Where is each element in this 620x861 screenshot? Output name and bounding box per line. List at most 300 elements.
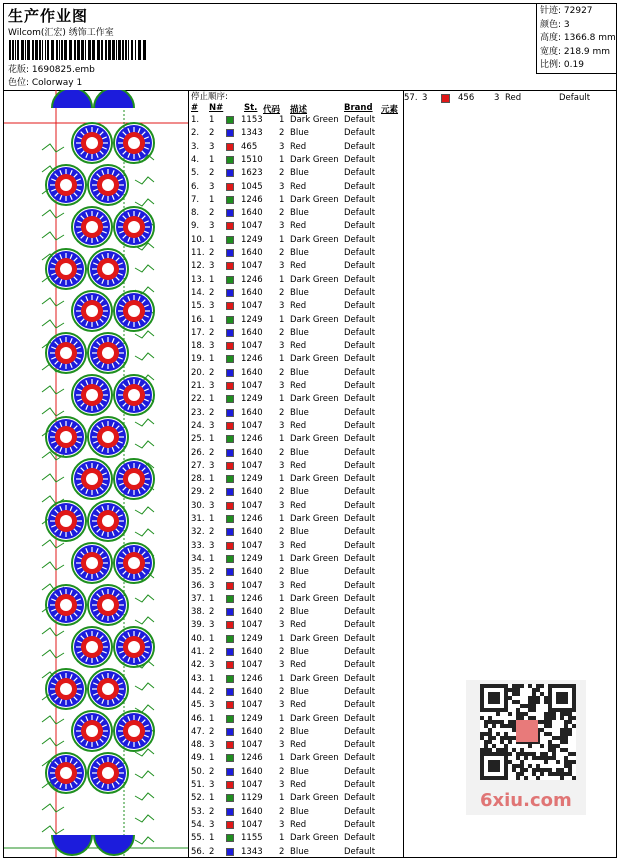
row-stop: 52.: [191, 793, 205, 804]
stop-row: [189, 793, 403, 806]
row-color-swatch: [226, 621, 234, 629]
row-color-swatch: [226, 129, 234, 137]
row-code: 3: [279, 221, 285, 232]
row-desc: Blue: [290, 607, 309, 618]
row-brand: Default: [344, 154, 376, 165]
row-stitches: 1045: [241, 181, 263, 192]
row-color-swatch: [226, 382, 234, 390]
row-stop: 54.: [191, 819, 205, 830]
row-stop: 40.: [191, 633, 205, 644]
row-stitches: 465: [241, 141, 258, 152]
row-brand: Default: [344, 447, 376, 458]
row-stop: 16.: [191, 314, 205, 325]
row-stitches: 1246: [241, 673, 263, 684]
row-desc: Blue: [290, 168, 309, 179]
row-needle: 1: [209, 833, 215, 844]
row-desc: Blue: [290, 766, 309, 777]
row-stitches: 1640: [241, 248, 263, 258]
row-stitches: 1249: [241, 633, 263, 644]
row-code: 2: [279, 567, 285, 578]
row-color-swatch: [226, 701, 234, 709]
row-brand: Default: [344, 553, 376, 564]
row-stitches: 1640: [241, 208, 263, 219]
row-needle: 3: [422, 93, 428, 103]
row-needle: 3: [209, 381, 215, 391]
row-stitches: 1249: [241, 234, 263, 245]
row-brand: Default: [344, 420, 376, 431]
stop-row: [189, 261, 403, 274]
row-stitches: 1640: [241, 647, 263, 657]
row-stitches: 1047: [241, 740, 263, 751]
stat-scale: 比例: 0.19: [540, 60, 584, 70]
row-stop: 12.: [191, 261, 205, 272]
row-color-swatch: [226, 276, 234, 284]
row-color-swatch: [226, 196, 234, 204]
row-desc: Dark Green: [290, 154, 339, 165]
row-needle: 2: [209, 647, 215, 657]
col-desc: 描述: [290, 105, 308, 115]
stat-stitches: 针迹: 72927: [540, 6, 593, 16]
row-desc: Dark Green: [290, 274, 339, 285]
row-stitches: 1246: [241, 354, 263, 365]
row-desc: Dark Green: [290, 394, 339, 405]
row-brand: Default: [344, 221, 376, 232]
row-code: 1: [279, 514, 285, 524]
stop-row: [189, 541, 403, 554]
row-stop: 5.: [191, 168, 200, 179]
row-brand: Default: [344, 367, 376, 378]
row-code: 1: [279, 713, 285, 724]
row-brand: Default: [344, 647, 376, 657]
row-brand: Default: [344, 394, 376, 405]
row-brand: Default: [344, 540, 376, 551]
row-code: 2: [279, 248, 285, 258]
row-brand: Default: [344, 527, 376, 538]
row-stop: 29.: [191, 487, 205, 498]
row-code: 1: [279, 793, 285, 804]
row-brand: Default: [344, 673, 376, 684]
row-stop: 26.: [191, 447, 205, 458]
row-stitches: 1047: [241, 620, 263, 631]
row-stop: 18.: [191, 341, 205, 352]
row-desc: Red: [290, 660, 307, 671]
row-desc: Blue: [290, 327, 309, 338]
row-needle: 1: [209, 354, 215, 365]
row-desc: Dark Green: [290, 314, 339, 325]
overflow-row: [404, 90, 616, 106]
row-code: 2: [279, 128, 285, 139]
row-desc: Blue: [290, 487, 309, 498]
row-desc: Dark Green: [290, 753, 339, 764]
stop-row: [189, 753, 403, 766]
col-stitches: St.: [244, 103, 258, 113]
row-stop: 55.: [191, 833, 205, 844]
row-code: 2: [279, 407, 285, 418]
row-code: 3: [279, 660, 285, 671]
row-color-swatch: [226, 542, 234, 550]
stop-row: [189, 487, 403, 500]
row-stitches: 1047: [241, 341, 263, 352]
stop-row: [189, 235, 403, 248]
stop-row: [189, 474, 403, 487]
row-color-swatch: [226, 409, 234, 417]
row-color-swatch: [226, 834, 234, 842]
row-needle: 3: [209, 540, 215, 551]
row-brand: Default: [344, 726, 376, 737]
row-needle: 3: [209, 580, 215, 591]
stop-row: [189, 514, 403, 527]
row-stop: 39.: [191, 620, 205, 631]
row-needle: 2: [209, 128, 215, 139]
row-code: 1: [279, 673, 285, 684]
row-desc: Red: [290, 540, 307, 551]
row-desc: Dark Green: [290, 673, 339, 684]
row-brand: Default: [344, 261, 376, 272]
row-code: 3: [279, 580, 285, 591]
row-stitches: 1249: [241, 314, 263, 325]
row-stitches: 1047: [241, 420, 263, 431]
row-color-swatch: [226, 661, 234, 669]
stop-row: [189, 248, 403, 261]
row-needle: 1: [209, 434, 215, 445]
row-desc: Dark Green: [290, 514, 339, 524]
stop-row: [189, 594, 403, 607]
row-stitches: 1047: [241, 540, 263, 551]
row-color-swatch: [226, 741, 234, 749]
stat-width: 宽度: 218.9 mm: [540, 46, 611, 57]
row-stitches: 1047: [241, 580, 263, 591]
row-needle: 3: [209, 261, 215, 272]
row-stop: 20.: [191, 367, 205, 378]
row-color-swatch: [226, 209, 234, 217]
row-brand: Default: [344, 287, 376, 298]
row-color-swatch: [226, 781, 234, 789]
row-needle: 1: [209, 274, 215, 285]
row-needle: 1: [209, 474, 215, 485]
row-code: 1: [279, 354, 285, 365]
row-brand: Default: [344, 833, 376, 844]
row-code: 2: [279, 806, 285, 817]
row-code: 1: [279, 394, 285, 405]
row-stitches: 1623: [241, 168, 263, 179]
row-stitches: 1047: [241, 301, 263, 312]
row-desc: Blue: [290, 287, 309, 298]
row-code: 3: [279, 381, 285, 391]
row-stitches: 1640: [241, 367, 263, 378]
row-code: 1: [279, 633, 285, 644]
row-needle: 2: [209, 447, 215, 458]
row-desc: Red: [290, 181, 307, 192]
row-code: 3: [279, 141, 285, 152]
row-desc: Red: [290, 420, 307, 431]
row-color-swatch: [226, 675, 234, 683]
stop-row: [189, 727, 403, 740]
row-color-swatch: [226, 715, 234, 723]
row-needle: 2: [209, 806, 215, 817]
row-color-swatch: [226, 169, 234, 177]
row-brand: Default: [344, 141, 376, 152]
row-desc: Red: [290, 460, 307, 471]
row-code: 2: [279, 607, 285, 618]
row-code: 3: [279, 181, 285, 192]
row-color-swatch: [226, 608, 234, 616]
col-stop: #: [191, 103, 199, 113]
row-stop: 7.: [191, 194, 200, 205]
row-stitches: 1047: [241, 500, 263, 511]
row-stop: 32.: [191, 527, 205, 538]
row-desc: Red: [290, 780, 307, 790]
row-brand: Default: [344, 314, 376, 325]
row-color-swatch: [226, 143, 234, 151]
row-desc: Dark Green: [290, 633, 339, 644]
row-needle: 2: [209, 567, 215, 578]
row-stitches: 1047: [241, 460, 263, 471]
stop-row: [189, 142, 403, 155]
page-title: 生产作业图: [8, 7, 89, 25]
row-stop: 9.: [191, 221, 200, 232]
watermark-logo: 6xiu.com: [480, 790, 572, 811]
row-brand: Default: [344, 460, 376, 471]
row-desc: Red: [290, 221, 307, 232]
stop-row: [189, 820, 403, 833]
stat-colors: 颜色: 3: [540, 19, 570, 30]
sheet-header: [4, 4, 616, 91]
row-color-swatch: [226, 355, 234, 363]
row-needle: 3: [209, 460, 215, 471]
row-stitches: 1640: [241, 527, 263, 538]
row-code: 2: [279, 447, 285, 458]
row-code: 2: [279, 367, 285, 378]
row-desc: Dark Green: [290, 793, 339, 804]
row-code: 1: [279, 553, 285, 564]
row-stop: 34.: [191, 553, 205, 564]
row-brand: Default: [344, 753, 376, 764]
stop-sequence-header: [189, 103, 403, 115]
row-needle: 3: [209, 301, 215, 312]
stop-row: [189, 833, 403, 846]
row-code: 3: [279, 261, 285, 272]
row-brand: Default: [344, 248, 376, 258]
row-color-swatch: [226, 222, 234, 230]
row-code: 2: [279, 208, 285, 219]
row-needle: 2: [209, 846, 215, 857]
row-desc: Blue: [290, 686, 309, 697]
row-stitches: 1246: [241, 434, 263, 445]
row-code: 3: [494, 93, 500, 103]
row-code: 1: [279, 234, 285, 245]
stop-row: [189, 501, 403, 514]
stop-row: [189, 115, 403, 128]
stop-row: [189, 714, 403, 727]
stop-row: [189, 554, 403, 567]
stop-row: [189, 634, 403, 647]
stop-row: [189, 767, 403, 780]
row-desc: Red: [290, 580, 307, 591]
row-color-swatch: [226, 183, 234, 191]
row-code: 3: [279, 460, 285, 471]
row-stop: 43.: [191, 673, 205, 684]
row-color-swatch: [226, 768, 234, 776]
row-stitches: 1246: [241, 274, 263, 285]
row-needle: 1: [209, 553, 215, 564]
row-stop: 19.: [191, 354, 205, 365]
row-needle: 3: [209, 500, 215, 511]
row-needle: 3: [209, 740, 215, 751]
row-stop: 17.: [191, 327, 205, 338]
stop-row: [189, 128, 403, 141]
row-brand: Default: [344, 500, 376, 511]
row-color-swatch: [226, 422, 234, 430]
row-code: 3: [279, 420, 285, 431]
barcode: [9, 40, 149, 60]
row-stop: 33.: [191, 540, 205, 551]
row-color-swatch: [226, 475, 234, 483]
row-code: 1: [279, 434, 285, 445]
row-stop: 51.: [191, 780, 205, 790]
row-stitches: 1246: [241, 514, 263, 524]
row-stop: 53.: [191, 806, 205, 817]
row-code: 2: [279, 527, 285, 538]
row-needle: 3: [209, 141, 215, 152]
row-needle: 2: [209, 686, 215, 697]
row-color-swatch: [226, 688, 234, 696]
stop-row: [189, 581, 403, 594]
row-desc: Red: [290, 301, 307, 312]
row-color-swatch: [226, 462, 234, 470]
row-desc: Dark Green: [290, 553, 339, 564]
stop-row: [189, 368, 403, 381]
row-desc: Blue: [290, 208, 309, 219]
row-desc: Red: [290, 341, 307, 352]
row-needle: 3: [209, 620, 215, 631]
row-brand: Default: [344, 274, 376, 285]
row-needle: 2: [209, 208, 215, 219]
row-stitches: 1640: [241, 327, 263, 338]
row-code: 3: [279, 620, 285, 631]
row-color-swatch: [226, 808, 234, 816]
stop-row: [189, 301, 403, 314]
row-needle: 3: [209, 181, 215, 192]
row-code: 3: [279, 819, 285, 830]
row-brand: Default: [344, 234, 376, 245]
row-stitches: 1047: [241, 819, 263, 830]
row-code: 3: [279, 540, 285, 551]
row-stop: 48.: [191, 740, 205, 751]
row-brand: Default: [344, 434, 376, 445]
row-code: 2: [279, 647, 285, 657]
colorway: 色位: Colorway 1: [8, 78, 83, 88]
row-needle: 2: [209, 527, 215, 538]
stop-row: [189, 660, 403, 673]
row-desc: Blue: [290, 726, 309, 737]
row-code: 1: [279, 115, 285, 125]
row-needle: 1: [209, 314, 215, 325]
row-brand: Default: [344, 128, 376, 139]
stop-row: [189, 315, 403, 328]
col-brand: Brand: [344, 103, 373, 113]
stop-row: [189, 567, 403, 580]
row-brand: Default: [344, 806, 376, 817]
row-needle: 1: [209, 154, 215, 165]
row-code: 1: [279, 833, 285, 844]
row-stop: 10.: [191, 234, 205, 245]
row-code: 2: [279, 846, 285, 857]
row-stitches: 1153: [241, 115, 263, 125]
row-stop: 41.: [191, 647, 205, 657]
row-brand: Default: [344, 327, 376, 338]
row-stitches: 1246: [241, 593, 263, 604]
row-color-swatch: [226, 289, 234, 297]
row-brand: Default: [344, 181, 376, 192]
row-code: 1: [279, 274, 285, 285]
row-brand: Default: [344, 474, 376, 485]
row-desc: Dark Green: [290, 474, 339, 485]
row-code: 1: [279, 194, 285, 205]
row-needle: 2: [209, 487, 215, 498]
row-brand: Default: [559, 93, 591, 103]
row-desc: Dark Green: [290, 194, 339, 205]
row-brand: Default: [344, 620, 376, 631]
stop-row: [189, 807, 403, 820]
row-color-swatch: [226, 515, 234, 523]
row-stitches: 1047: [241, 261, 263, 272]
row-stop: 4.: [191, 154, 200, 165]
row-stop: 50.: [191, 766, 205, 777]
stop-row: [189, 182, 403, 195]
row-needle: 2: [209, 766, 215, 777]
row-brand: Default: [344, 381, 376, 391]
stop-row: [189, 461, 403, 474]
row-needle: 2: [209, 327, 215, 338]
row-color-swatch: [226, 528, 234, 536]
row-stop: 44.: [191, 686, 205, 697]
row-code: 1: [279, 593, 285, 604]
row-stitches: 1640: [241, 806, 263, 817]
row-color-swatch: [226, 116, 234, 124]
row-stitches: 1640: [241, 726, 263, 737]
row-brand: Default: [344, 713, 376, 724]
row-color-swatch: [226, 262, 234, 270]
row-needle: 1: [209, 793, 215, 804]
row-stop: 1.: [191, 115, 200, 125]
stop-row: [189, 448, 403, 461]
row-code: 3: [279, 700, 285, 711]
stop-row: [189, 607, 403, 620]
row-stop: 24.: [191, 420, 205, 431]
row-desc: Red: [290, 700, 307, 711]
row-desc: Blue: [290, 128, 309, 139]
row-stop: 47.: [191, 726, 205, 737]
row-color-swatch: [226, 435, 234, 443]
stop-row: [189, 288, 403, 301]
stop-row: [189, 275, 403, 288]
row-code: 3: [279, 301, 285, 312]
row-stitches: 1246: [241, 194, 263, 205]
stop-sequence-list: [189, 90, 404, 857]
row-color-swatch: [226, 236, 234, 244]
row-desc: Blue: [290, 567, 309, 578]
row-stop: 45.: [191, 700, 205, 711]
row-stop: 31.: [191, 514, 205, 524]
row-needle: 1: [209, 713, 215, 724]
row-needle: 2: [209, 287, 215, 298]
row-stop: 11.: [191, 248, 205, 258]
row-brand: Default: [344, 567, 376, 578]
stop-row: [189, 434, 403, 447]
row-desc: Red: [290, 740, 307, 751]
row-needle: 1: [209, 115, 215, 125]
row-stitches: 1129: [241, 793, 263, 804]
